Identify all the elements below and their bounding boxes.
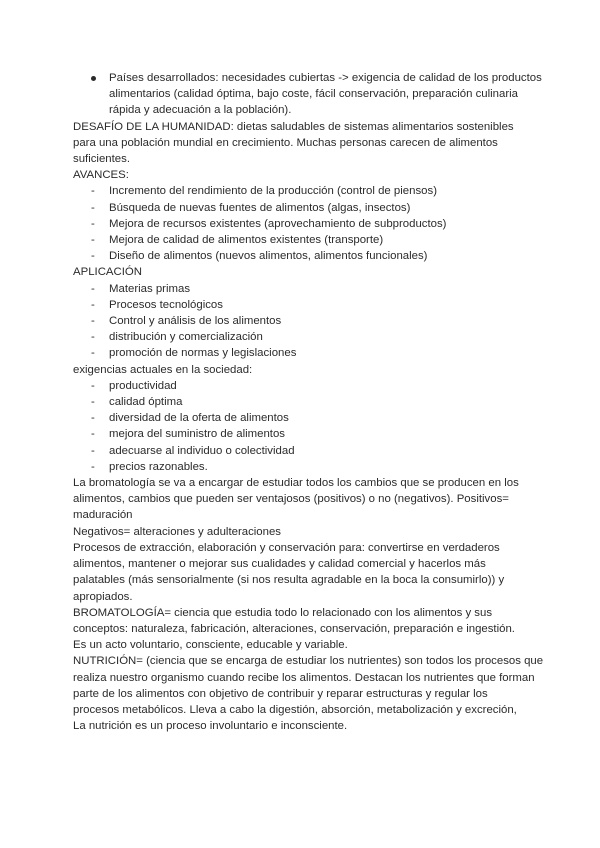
text-line: Países desarrollados: necesidades cubiertas -> exigencia de calidad de los productos — [109, 72, 542, 84]
text-line: palatables (más sensorialmente (si nos resulta agradable en la boca la consumirlo)) y — [73, 574, 505, 587]
list-item: - Mejora de recursos existentes (aprovechamiento de subproductos) — [73, 216, 543, 232]
list-item: - distribución y comercialización — [73, 329, 543, 345]
list-item: - mejora del suministro de alimentos — [73, 426, 543, 442]
desafio-paragraph — [73, 119, 543, 168]
list-item: - adecuarse al individuo o colectividad — [73, 443, 543, 459]
list-item: - Incremento del rendimiento de la producción (control de piensos) — [73, 183, 543, 199]
list-item: - Materias primas — [73, 281, 543, 297]
text-line: rápida y adecuación a la población). — [109, 104, 292, 117]
list-item: - calidad óptima — [73, 394, 543, 410]
bromatologia-intro-paragraph — [73, 475, 543, 524]
list-item: - Control y análisis de los alimentos — [73, 313, 543, 329]
text-line: La bromatología se va a encargar de estudiar todos los cambios que se producen en los — [73, 477, 519, 490]
list-item: - Búsqueda de nuevas fuentes de alimentos (algas, insectos) — [73, 200, 543, 216]
avances-list — [73, 183, 543, 264]
text-line: conceptos: naturaleza, fabricación, alteraciones, conservación, preparación e ingestión. — [73, 622, 515, 635]
list-item: - diversidad de la oferta de alimentos — [73, 410, 543, 426]
text-line: alimentos, cambios que pueden ser ventajosos (positivos) o no (negativos). Positivos= — [73, 493, 509, 506]
text-line: DESAFÍO DE LA HUMANIDAD: dietas saludables de sistemas alimentarios sostenibles — [73, 120, 514, 133]
list-item: - productividad — [73, 378, 543, 394]
exigencias-list — [73, 378, 543, 475]
text-line: para una población mundial en crecimiento. Muchas personas carecen de alimentos — [73, 136, 498, 149]
aplicacion-heading: APLICACIÓN — [73, 266, 142, 279]
intro-bullet-list — [73, 70, 543, 119]
list-item: - Procesos tecnológicos — [73, 297, 543, 313]
text-line: parte de los alimentos con objetivo de contribuir y reparar estructuras y regular los — [73, 687, 488, 700]
bromatologia-definition — [73, 605, 543, 654]
text-line: Procesos de extracción, elaboración y conservación para: convertirse en verdaderos — [73, 541, 500, 554]
text-line: La nutrición es un proceso involuntario e inconsciente. — [73, 720, 348, 733]
text-line: procesos metabólicos. Lleva a cabo la digestión, absorción, metabolización y excreción, — [73, 703, 517, 716]
text-line: alimentos, mantener o mejorar sus cualidades y calidad comercial y hacerlos más — [73, 558, 486, 571]
list-item: - promoción de normas y legislaciones — [73, 345, 543, 361]
text-line: apropiados. — [73, 590, 133, 603]
negativos-line: Negativos= alteraciones y adulteraciones — [73, 525, 282, 538]
list-item: - Diseño de alimentos (nuevos alimentos, alimentos funcionales) — [73, 248, 543, 264]
text-line: Es un acto voluntario, consciente, educable y variable. — [73, 639, 348, 652]
text-line: NUTRICIÓN= (ciencia que se encarga de estudiar los nutrientes) son todos los procesos que — [73, 655, 544, 668]
text-line: alimentarios (calidad óptima, bajo coste, fácil conservación, preparación culinaria — [109, 88, 519, 101]
document-page — [73, 70, 543, 734]
intro-bullet-item — [73, 70, 543, 119]
aplicacion-list — [73, 281, 543, 362]
procesos-paragraph — [73, 540, 543, 605]
text-line: BROMATOLOGÍA= ciencia que estudia todo lo relacionado con los alimentos y sus — [73, 606, 493, 619]
exigencias-heading: exigencias actuales en la sociedad: — [73, 363, 253, 376]
text-line: realiza nuestro organismo cuando recibe los alimentos. Destacan los nutrientes que forman — [73, 671, 535, 684]
list-item: - precios razonables. — [73, 459, 543, 475]
list-item: - Mejora de calidad de alimentos existentes (transporte) — [73, 232, 543, 248]
text-line: maduración — [73, 509, 133, 522]
text-line: suficientes. — [73, 153, 130, 166]
nutricion-definition — [73, 653, 543, 734]
avances-heading: AVANCES: — [73, 169, 129, 182]
